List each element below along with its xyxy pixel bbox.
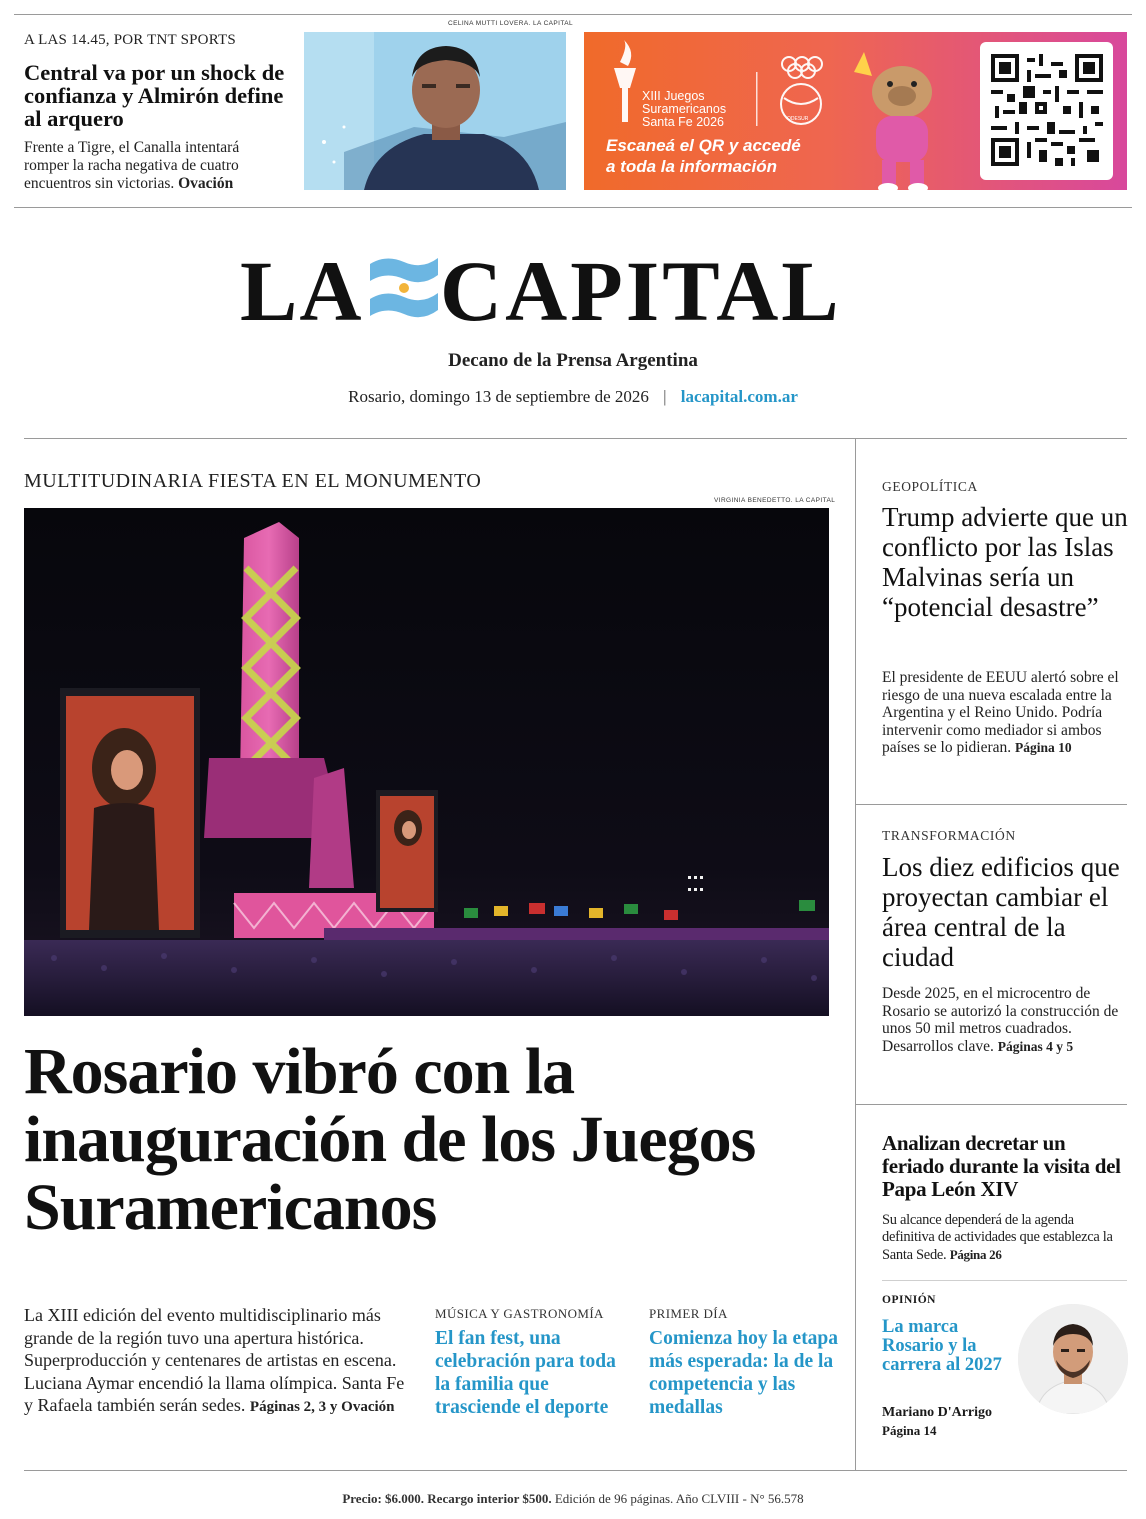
dateline xyxy=(0,387,1146,407)
author-avatar xyxy=(1018,1304,1128,1414)
qr-code-graphic xyxy=(991,54,1103,166)
teaser-title[interactable]: Central va por un shock de confianza y Almirón define al arquero xyxy=(24,60,285,131)
story1-page-ref[interactable]: Página 10 xyxy=(1015,740,1072,755)
ad-cta xyxy=(606,135,801,177)
masthead-name-right: CAPITAL xyxy=(440,243,842,339)
story3-page-ref[interactable]: Página 26 xyxy=(949,1247,1002,1262)
opinion-page-ref[interactable]: Página 14 xyxy=(882,1423,937,1438)
masthead-tagline: Decano de la Prensa Argentina xyxy=(448,350,698,371)
story3-divider xyxy=(882,1280,1127,1281)
sub2-kicker: PRIMER DÍA xyxy=(649,1306,728,1321)
teaser-body: Frente a Tigre, el Canalla intentará romper la racha negativa de cuatro encuentros sin victorias. xyxy=(24,139,240,192)
ad-cta-line2: a toda la información xyxy=(606,157,777,176)
qr-code-icon[interactable] xyxy=(991,54,1103,166)
sub1-kicker: MÚSICA Y GASTRONOMÍA xyxy=(435,1306,604,1321)
coach-photo xyxy=(304,32,566,190)
opinion-author[interactable]: Mariano D'Arrigo xyxy=(882,1405,993,1420)
main-kicker: MULTITUDINARIA FIESTA EN EL MONUMENTO xyxy=(24,470,482,492)
photo-credit-top: CELINA MUTTI LOVERA. LA CAPITAL xyxy=(448,20,573,27)
story3-body: Su alcance dependerá de la agenda definitiva de actividades que establezca la Santa Sede. xyxy=(882,1212,1113,1263)
footer-info xyxy=(0,1491,1146,1507)
story3-text xyxy=(882,1212,1127,1264)
teaser-page-ref[interactable]: Ovación xyxy=(178,175,234,192)
ad-cta-line1: Escaneá el QR y accedé xyxy=(606,136,801,155)
column-divider xyxy=(855,438,856,1470)
ad-event-line2: Suramericanos xyxy=(642,102,727,116)
masthead-divider xyxy=(24,438,1127,439)
story1-divider xyxy=(855,804,1127,805)
footer-divider xyxy=(24,1470,1127,1471)
footer-surcharge: Recargo interior $500. xyxy=(427,1491,552,1506)
ad-event-line1: XIII Juegos xyxy=(642,89,705,103)
opinion-title[interactable]: La marca Rosario y la carrera al 2027 xyxy=(882,1317,1002,1375)
story2-divider xyxy=(855,1104,1127,1105)
masthead-logo[interactable] xyxy=(240,243,363,337)
story1-title[interactable]: Trump advierte que un conflicto por las Islas Malvinas sería un “potencial desastre” xyxy=(882,502,1128,622)
games-ad-banner[interactable] xyxy=(584,32,1127,190)
teaser-divider xyxy=(14,207,1132,208)
opinion-kicker: OPINIÓN xyxy=(882,1294,936,1306)
ad-org: ODESUR xyxy=(787,116,809,122)
main-photo-credit: VIRGINIA BENEDETTO. LA CAPITAL xyxy=(714,497,836,504)
story2-kicker: TRANSFORMACIÓN xyxy=(882,828,1016,843)
masthead-name-left: LA xyxy=(240,243,364,339)
masthead-name xyxy=(440,243,842,337)
ceremony-illustration xyxy=(24,508,829,1016)
coach-illustration xyxy=(304,32,566,190)
story2-page-ref[interactable]: Páginas 4 y 5 xyxy=(997,1038,1074,1054)
site-link[interactable]: lacapital.com.ar xyxy=(680,387,798,406)
story1-kicker: GEOPOLÍTICA xyxy=(882,479,978,494)
flag-icon xyxy=(366,250,442,326)
story2-text xyxy=(882,985,1128,1055)
story1-text xyxy=(882,669,1128,757)
edition-date: Rosario, domingo 13 de septiembre de 2026 xyxy=(348,387,649,406)
main-lead-text: La XIII edición del evento multidisciplinario más grande de la región tuvo una apertura histórica. Superproducción y centenares de artistas en escena. Luciana Aymar encendió la llama olímpica. Santa Fe y Rafaela también serán sedes. xyxy=(24,1305,405,1415)
main-lead-page-ref[interactable]: Páginas 2, 3 y Ovación xyxy=(249,1399,395,1415)
sub1-title[interactable]: El fan fest, una celebración para toda la familia que trasciende el deporte xyxy=(435,1328,616,1418)
ad-event-name xyxy=(642,90,726,129)
story2-title[interactable]: Los diez edificios que proyectan cambiar el área central de la ciudad xyxy=(882,852,1120,972)
story2-body: Desde 2025, en el microcentro de Rosario se autorizó la construcción de unos 50 mil metros cuadrados. Desarrollos clave. xyxy=(882,985,1119,1055)
ceremony-photo[interactable] xyxy=(24,508,829,1016)
teaser-kicker: A LAS 14.45, POR TNT SPORTS xyxy=(24,32,236,48)
sub2-title[interactable]: Comienza hoy la etapa más esperada: la de la competencia y las medallas xyxy=(649,1328,839,1418)
ad-event-line3: Santa Fe 2026 xyxy=(642,115,725,129)
teaser-text xyxy=(24,139,286,193)
top-border xyxy=(14,14,1132,15)
main-lead xyxy=(24,1304,414,1419)
story3-title[interactable]: Analizan decretar un feriado durante la visita del Papa León XIV xyxy=(882,1131,1121,1201)
story1-body: El presidente de EEUU alertó sobre el riesgo de una nueva escalada entre la Argentina y el Reino Unido. Podría intervenir como mediador si ambos países se lo pidieran. xyxy=(882,669,1119,756)
dateline-separator: | xyxy=(663,387,667,406)
flag-graphic xyxy=(366,250,442,326)
footer-price: Precio: $6.000. xyxy=(342,1491,425,1506)
author-portrait xyxy=(1018,1304,1128,1414)
main-headline[interactable]: Rosario vibró con la inauguración de los Juegos Suramericanos xyxy=(24,1035,756,1244)
footer-edition: Edición de 96 páginas. Año CLVIII - N° 56.578 xyxy=(554,1491,804,1506)
